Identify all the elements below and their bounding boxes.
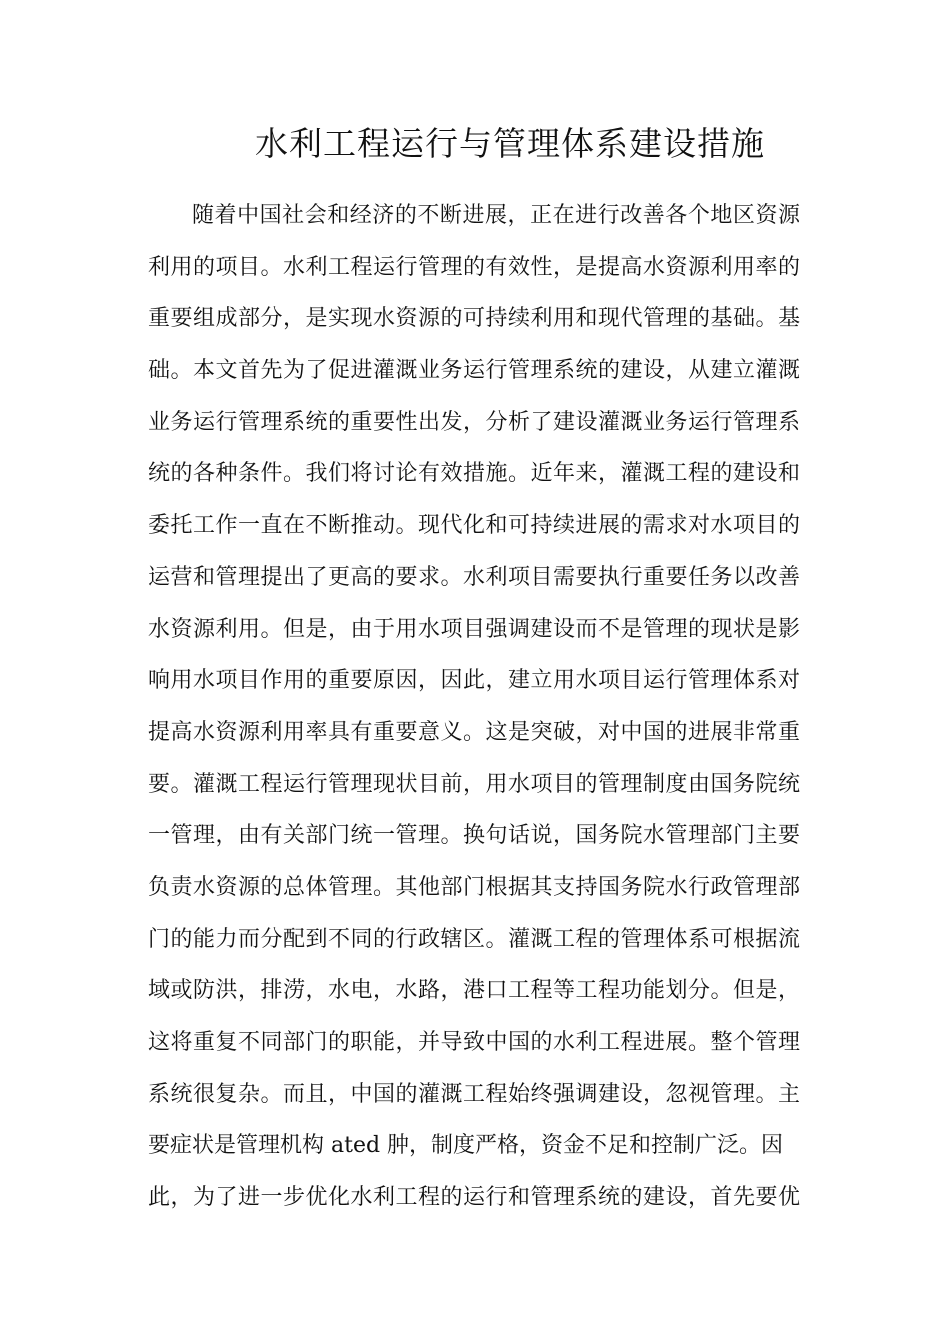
body-line: 水资源利用。但是，由于用水项目强调建设而不是管理的现状是影 <box>148 616 800 642</box>
body-line: 门的能力而分配到不同的行政辖区。灌溉工程的管理体系可根据流 <box>148 926 800 952</box>
body-line: 这将重复不同部门的职能，并导致中国的水利工程进展。整个管理 <box>148 1030 800 1055</box>
body-line: 一管理，由有关部门统一管理。换句话说，国务院水管理部门主要 <box>148 823 800 849</box>
document-title: 水利工程运行与管理体系建设措施 <box>255 124 765 163</box>
body-line: 系统很复杂。而且，中国的灌溉工程始终强调建设，忽视管理。主 <box>148 1081 800 1107</box>
document-body <box>148 190 800 1224</box>
body-line: 统的各种条件。我们将讨论有效措施。近年来，灌溉工程的建设和 <box>148 461 800 487</box>
body-line: 响用水项目作用的重要原因，因此，建立用水项目运行管理体系对 <box>148 668 800 694</box>
body-line: 域或防洪，排涝，水电，水路，港口工程等工程功能划分。但是， <box>148 978 800 1004</box>
body-line: 业务运行管理系统的重要性出发，分析了建设灌溉业务运行管理系 <box>148 409 800 435</box>
body-line: 利用的项目。水利工程运行管理的有效性，是提高水资源利用率的 <box>148 254 800 280</box>
body-line: 运营和管理提出了更高的要求。水利项目需要执行重要任务以改善 <box>148 564 800 590</box>
body-line: 要。灌溉工程运行管理现状目前，用水项目的管理制度由国务院统 <box>148 771 800 797</box>
body-line: 础。本文首先为了促进灌溉业务运行管理系统的建设，从建立灌溉 <box>148 358 800 384</box>
body-line: 此，为了进一步优化水利工程的运行和管理系统的建设，首先要优 <box>148 1185 800 1211</box>
body-line: 委托工作一直在不断推动。现代化和可持续进展的需求对水项目的 <box>148 513 800 539</box>
body-line: 负责水资源的总体管理。其他部门根据其支持国务院水行政管理部 <box>148 874 800 900</box>
body-line: 提高水资源利用率具有重要意义。这是突破，对中国的进展非常重 <box>148 719 800 745</box>
body-line: 随着中国社会和经济的不断进展，正在进行改善各个地区资源 <box>192 203 800 228</box>
body-line: 重要组成部分，是实现水资源的可持续利用和现代管理的基础。基 <box>148 306 800 332</box>
body-line: 要症状是管理机构 ated 肿，制度严格，资金不足和控制广泛。因 <box>148 1133 784 1159</box>
